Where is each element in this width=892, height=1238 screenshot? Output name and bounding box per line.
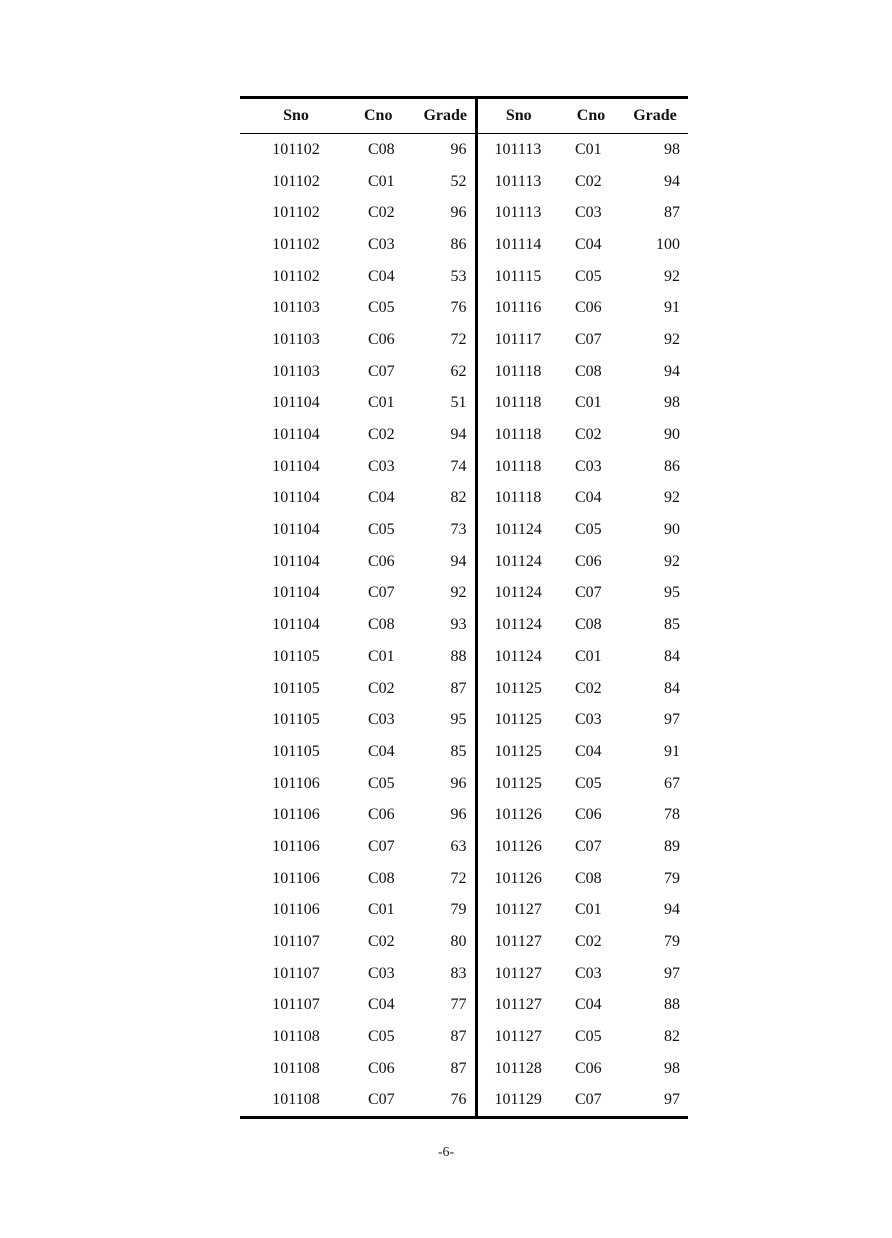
cell-sno-left: 101102	[272, 235, 320, 253]
cell-grade-right: 88	[664, 996, 680, 1014]
table-row	[240, 578, 688, 610]
cell-sno-left: 101106	[272, 869, 320, 887]
table-row	[240, 1053, 688, 1085]
cell-sno-right: 101124	[476, 578, 560, 610]
cell-sno-right: 101124	[476, 546, 560, 578]
cell-cno-left: C07	[368, 362, 395, 380]
cell-sno-right: 101126	[476, 863, 560, 895]
cell-grade-left: 80	[450, 933, 467, 951]
cell-grade-left: 95	[450, 711, 467, 729]
cell-cno-right: C07	[575, 1091, 602, 1109]
cell-sno-left: 101102	[272, 267, 320, 285]
cell-sno-right: 101125	[476, 736, 560, 768]
cell-grade-right: 97	[664, 964, 680, 982]
table-row	[240, 831, 688, 863]
cell-grade-left: 86	[450, 235, 467, 253]
header-sno-left: Sno	[240, 98, 352, 134]
cell-grade-right: 85	[664, 616, 680, 634]
cell-cno-right: C08	[575, 869, 602, 887]
cell-sno-left: 101108	[272, 1059, 320, 1077]
cell-cno-right: C01	[575, 394, 602, 412]
cell-cno-right: C04	[575, 235, 602, 253]
grades-table	[240, 96, 688, 1119]
cell-grade-right: 90	[664, 426, 680, 444]
cell-cno-left: C02	[368, 204, 395, 222]
header-cno-left: Cno	[352, 98, 416, 134]
cell-grade-left: 96	[450, 774, 467, 792]
cell-sno-right: 101127	[476, 895, 560, 927]
cell-cno-left: C01	[368, 647, 395, 665]
cell-sno-left: 101108	[272, 1091, 320, 1109]
cell-grade-right: 79	[664, 869, 680, 887]
cell-grade-left: 92	[450, 584, 467, 602]
cell-cno-right: C02	[575, 172, 602, 190]
cell-grade-left: 96	[450, 806, 467, 824]
cell-grade-right: 97	[664, 1091, 680, 1109]
table-row	[240, 197, 688, 229]
cell-grade-left: 96	[450, 204, 467, 222]
header-grade-right: Grade	[622, 98, 688, 134]
table-row	[240, 736, 688, 768]
cell-grade-right: 86	[664, 457, 680, 475]
cell-grade-right: 90	[664, 521, 680, 539]
cell-cno-left: C05	[368, 1028, 395, 1046]
cell-sno-left: 101104	[272, 426, 320, 444]
table-row	[240, 261, 688, 293]
cell-sno-right: 101118	[476, 451, 560, 483]
cell-sno-right: 101127	[476, 990, 560, 1022]
cell-cno-left: C03	[368, 964, 395, 982]
cell-cno-left: C02	[368, 933, 395, 951]
cell-sno-right: 101118	[476, 483, 560, 515]
cell-cno-right: C04	[575, 996, 602, 1014]
cell-cno-left: C02	[368, 426, 395, 444]
cell-grade-left: 96	[450, 140, 467, 158]
table-row	[240, 990, 688, 1022]
cell-cno-right: C04	[575, 742, 602, 760]
table-row	[240, 609, 688, 641]
cell-cno-left: C05	[368, 774, 395, 792]
cell-grade-right: 91	[664, 742, 680, 760]
cell-cno-right: C06	[575, 1059, 602, 1077]
cell-grade-right: 100	[656, 235, 680, 253]
cell-cno-right: C07	[575, 584, 602, 602]
cell-cno-left: C07	[368, 837, 395, 855]
cell-cno-right: C07	[575, 330, 602, 348]
cell-grade-right: 92	[664, 330, 680, 348]
table-row	[240, 292, 688, 324]
cell-sno-left: 101102	[272, 172, 320, 190]
cell-sno-left: 101104	[272, 521, 320, 539]
table-row	[240, 863, 688, 895]
cell-sno-right: 101125	[476, 768, 560, 800]
cell-grade-left: 79	[450, 901, 467, 919]
cell-cno-left: C05	[368, 521, 395, 539]
cell-grade-left: 87	[450, 1028, 467, 1046]
table-row	[240, 388, 688, 420]
cell-grade-right: 94	[664, 172, 680, 190]
cell-grade-left: 53	[450, 267, 467, 285]
cell-sno-left: 101108	[272, 1028, 320, 1046]
cell-cno-left: C04	[368, 267, 395, 285]
table-row	[240, 673, 688, 705]
cell-sno-left: 101107	[272, 964, 320, 982]
header-cno-right: Cno	[560, 98, 622, 134]
cell-grade-left: 63	[450, 837, 467, 855]
cell-grade-right: 97	[664, 711, 680, 729]
cell-sno-left: 101106	[272, 901, 320, 919]
cell-cno-left: C07	[368, 1091, 395, 1109]
cell-cno-left: C06	[368, 552, 395, 570]
cell-sno-right: 101124	[476, 609, 560, 641]
cell-sno-right: 101118	[476, 388, 560, 420]
cell-cno-right: C07	[575, 837, 602, 855]
cell-grade-right: 84	[664, 647, 680, 665]
cell-cno-right: C02	[575, 933, 602, 951]
cell-sno-left: 101104	[272, 457, 320, 475]
table-row	[240, 451, 688, 483]
table-row	[240, 546, 688, 578]
cell-sno-left: 101104	[272, 616, 320, 634]
cell-grade-left: 82	[450, 489, 467, 507]
cell-cno-left: C06	[368, 1059, 395, 1077]
cell-sno-left: 101104	[272, 394, 320, 412]
cell-grade-left: 76	[450, 1091, 467, 1109]
cell-grade-left: 87	[450, 679, 467, 697]
cell-sno-right: 101128	[476, 1053, 560, 1085]
cell-cno-left: C04	[368, 996, 395, 1014]
cell-sno-left: 101105	[272, 679, 320, 697]
cell-sno-left: 101105	[272, 647, 320, 665]
table-row	[240, 704, 688, 736]
cell-sno-right: 101114	[476, 229, 560, 261]
cell-sno-right: 101118	[476, 356, 560, 388]
cell-sno-right: 101125	[476, 704, 560, 736]
cell-sno-left: 101106	[272, 806, 320, 824]
cell-cno-left: C02	[368, 679, 395, 697]
cell-sno-left: 101104	[272, 489, 320, 507]
cell-grade-left: 85	[450, 742, 467, 760]
cell-cno-left: C08	[368, 140, 395, 158]
cell-grade-right: 92	[664, 267, 680, 285]
cell-cno-left: C04	[368, 489, 395, 507]
cell-cno-right: C03	[575, 711, 602, 729]
cell-sno-left: 101107	[272, 933, 320, 951]
cell-grade-right: 92	[664, 489, 680, 507]
cell-cno-left: C08	[368, 616, 395, 634]
cell-grade-right: 84	[664, 679, 680, 697]
cell-grade-left: 72	[450, 869, 467, 887]
cell-cno-right: C02	[575, 679, 602, 697]
cell-sno-right: 101126	[476, 831, 560, 863]
cell-grade-right: 87	[664, 204, 680, 222]
cell-sno-left: 101105	[272, 711, 320, 729]
cell-cno-left: C06	[368, 330, 395, 348]
table-row	[240, 483, 688, 515]
cell-grade-left: 76	[450, 299, 467, 317]
cell-sno-left: 101105	[272, 742, 320, 760]
cell-cno-right: C05	[575, 521, 602, 539]
cell-cno-right: C08	[575, 362, 602, 380]
cell-grade-right: 95	[664, 584, 680, 602]
cell-grade-right: 92	[664, 552, 680, 570]
cell-sno-left: 101103	[272, 299, 320, 317]
cell-cno-right: C01	[575, 140, 602, 158]
cell-cno-left: C01	[368, 901, 395, 919]
table-row	[240, 419, 688, 451]
cell-grade-left: 93	[450, 616, 467, 634]
cell-cno-right: C06	[575, 552, 602, 570]
cell-grade-left: 72	[450, 330, 467, 348]
cell-cno-left: C03	[368, 711, 395, 729]
cell-sno-left: 101107	[272, 996, 320, 1014]
cell-sno-right: 101126	[476, 799, 560, 831]
header-grade-left: Grade	[416, 98, 476, 134]
cell-cno-left: C07	[368, 584, 395, 602]
table-row	[240, 1021, 688, 1053]
cell-grade-right: 94	[664, 362, 680, 380]
cell-grade-left: 73	[450, 521, 467, 539]
cell-grade-right: 98	[664, 394, 680, 412]
table-row	[240, 895, 688, 927]
cell-sno-left: 101106	[272, 837, 320, 855]
table-row	[240, 958, 688, 990]
table-row	[240, 799, 688, 831]
cell-grade-left: 52	[450, 172, 467, 190]
cell-sno-right: 101127	[476, 958, 560, 990]
cell-sno-right: 101125	[476, 673, 560, 705]
table-row	[240, 356, 688, 388]
cell-grade-left: 94	[450, 426, 467, 444]
cell-cno-right: C02	[575, 426, 602, 444]
cell-grade-left: 87	[450, 1059, 467, 1077]
cell-cno-right: C05	[575, 774, 602, 792]
cell-sno-right: 101115	[476, 261, 560, 293]
cell-cno-left: C01	[368, 394, 395, 412]
cell-sno-right: 101118	[476, 419, 560, 451]
cell-grade-right: 78	[664, 806, 680, 824]
cell-cno-left: C06	[368, 806, 395, 824]
cell-grade-left: 74	[450, 457, 467, 475]
cell-cno-right: C05	[575, 267, 602, 285]
cell-cno-right: C06	[575, 299, 602, 317]
cell-cno-left: C05	[368, 299, 395, 317]
cell-cno-left: C03	[368, 457, 395, 475]
cell-cno-right: C04	[575, 489, 602, 507]
cell-cno-right: C03	[575, 964, 602, 982]
cell-grade-left: 83	[450, 964, 467, 982]
page-number: -6-	[437, 1145, 455, 1160]
cell-cno-left: C04	[368, 742, 395, 760]
cell-sno-right: 101124	[476, 641, 560, 673]
cell-cno-right: C06	[575, 806, 602, 824]
cell-cno-right: C03	[575, 457, 602, 475]
cell-sno-left: 101103	[272, 330, 320, 348]
cell-grade-left: 77	[450, 996, 467, 1014]
cell-grade-left: 62	[450, 362, 467, 380]
cell-grade-right: 98	[664, 140, 680, 158]
cell-grade-left: 51	[450, 394, 467, 412]
cell-sno-left: 101106	[272, 774, 320, 792]
table-row	[240, 324, 688, 356]
header-row	[240, 98, 688, 134]
cell-grade-right: 91	[664, 299, 680, 317]
cell-grade-right: 82	[664, 1028, 680, 1046]
cell-grade-left: 88	[450, 647, 467, 665]
cell-cno-right: C08	[575, 616, 602, 634]
cell-grade-left: 94	[450, 552, 467, 570]
cell-sno-left: 101104	[272, 552, 320, 570]
cell-sno-left: 101102	[272, 140, 320, 158]
cell-grade-right: 89	[664, 837, 680, 855]
cell-sno-right: 101113	[476, 134, 560, 166]
table-body	[240, 134, 688, 1118]
cell-sno-right: 101124	[476, 514, 560, 546]
cell-cno-right: C01	[575, 647, 602, 665]
cell-sno-right: 101117	[476, 324, 560, 356]
table-row	[240, 166, 688, 198]
cell-sno-left: 101103	[272, 362, 320, 380]
table-row	[240, 1085, 688, 1118]
table-row	[240, 926, 688, 958]
cell-cno-right: C01	[575, 901, 602, 919]
table-row	[240, 514, 688, 546]
cell-sno-right: 101129	[476, 1085, 560, 1118]
cell-sno-right: 101113	[476, 166, 560, 198]
table-row	[240, 134, 688, 166]
cell-cno-right: C05	[575, 1028, 602, 1046]
cell-sno-right: 101127	[476, 1021, 560, 1053]
cell-cno-right: C03	[575, 204, 602, 222]
cell-grade-right: 98	[664, 1059, 680, 1077]
cell-grade-right: 94	[664, 901, 680, 919]
header-sno-right: Sno	[476, 98, 560, 134]
cell-grade-right: 67	[664, 774, 680, 792]
cell-sno-left: 101104	[272, 584, 320, 602]
table-header	[240, 98, 688, 134]
cell-grade-right: 79	[664, 933, 680, 951]
table-row	[240, 768, 688, 800]
cell-sno-left: 101102	[272, 204, 320, 222]
table-row	[240, 641, 688, 673]
cell-sno-right: 101116	[476, 292, 560, 324]
cell-sno-right: 101113	[476, 197, 560, 229]
table-row	[240, 229, 688, 261]
cell-cno-left: C03	[368, 235, 395, 253]
cell-cno-left: C01	[368, 172, 395, 190]
cell-cno-left: C08	[368, 869, 395, 887]
cell-sno-right: 101127	[476, 926, 560, 958]
